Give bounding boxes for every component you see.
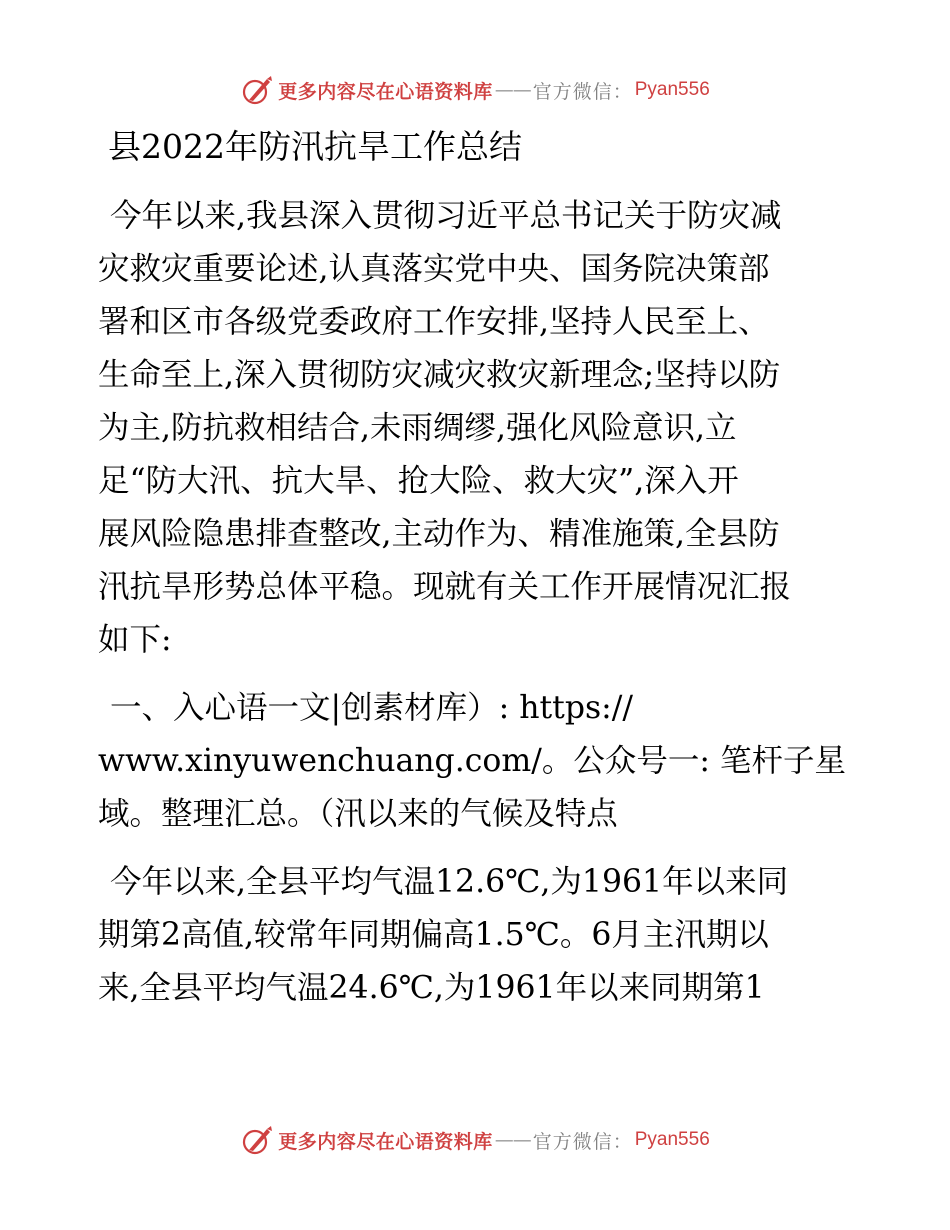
text-line: 今年以来,我县深入贯彻习近平总书记关于防灾减 (110, 198, 782, 234)
text-line: 汛抗旱形势总体平稳。现就有关工作开展情况汇报 (98, 569, 792, 605)
text-line: 足“防大汛、抗大旱、抢大险、救大灾”,深入开 (98, 463, 739, 499)
paragraph-intro (98, 190, 858, 667)
watermark-wechat-id: Pyan556 (634, 1129, 710, 1150)
text-line: 来,全县平均气温24.6℃,为1961年以来同期第1 (98, 970, 765, 1006)
watermark-brand-text: 更多内容尽在心语资料库 (278, 80, 493, 103)
text-line: 生命至上,深入贯彻防灾减灾救灾新理念;坚持以防 (98, 357, 781, 393)
paragraph-climate (98, 856, 858, 1015)
watermark-wechat-id: Pyan556 (634, 79, 710, 100)
text-line: www.xinyuwenchuang.com/。公众号一: 笔杆子星 (98, 743, 846, 779)
text-line: 署和区市各级党委政府工作安排,坚持人民至上、 (98, 304, 770, 340)
text-line: 今年以来,全县平均气温12.6℃,为1961年以来同 (110, 864, 789, 900)
watermark-official-label: 官方微信： (532, 80, 633, 103)
text-line: 为主,防抗救相结合,未雨绸缪,强化风险意识,立 (98, 410, 737, 446)
text-line: 期第2高值,较常年同期偏高1.5℃。6月主汛期以 (98, 917, 769, 953)
watermark-brand-text: 更多内容尽在心语资料库 (278, 1130, 493, 1153)
header-watermark-banner (0, 70, 950, 110)
document-title: 县2022年防汛抗旱工作总结 (108, 127, 522, 166)
document-body (98, 122, 858, 1030)
quill-logo-icon (240, 73, 274, 107)
watermark-separator: —— (494, 79, 531, 101)
footer-watermark-banner (0, 1120, 950, 1160)
text-line: 如下: (98, 622, 172, 658)
text-line: 一、入心语一文|创素材库）: https:// (110, 690, 634, 726)
watermark-separator: —— (494, 1129, 531, 1151)
quill-logo-icon (240, 1123, 274, 1157)
watermark-official-label: 官方微信： (532, 1130, 633, 1153)
paragraph-section-one (98, 682, 858, 841)
text-line: 域。整理汇总。（汛以来的气候及特点 (98, 796, 618, 832)
text-line: 灾救灾重要论述,认真落实党中央、国务院决策部 (98, 251, 770, 287)
text-line: 展风险隐患排查整改,主动作为、精准施策,全县防 (98, 516, 780, 552)
